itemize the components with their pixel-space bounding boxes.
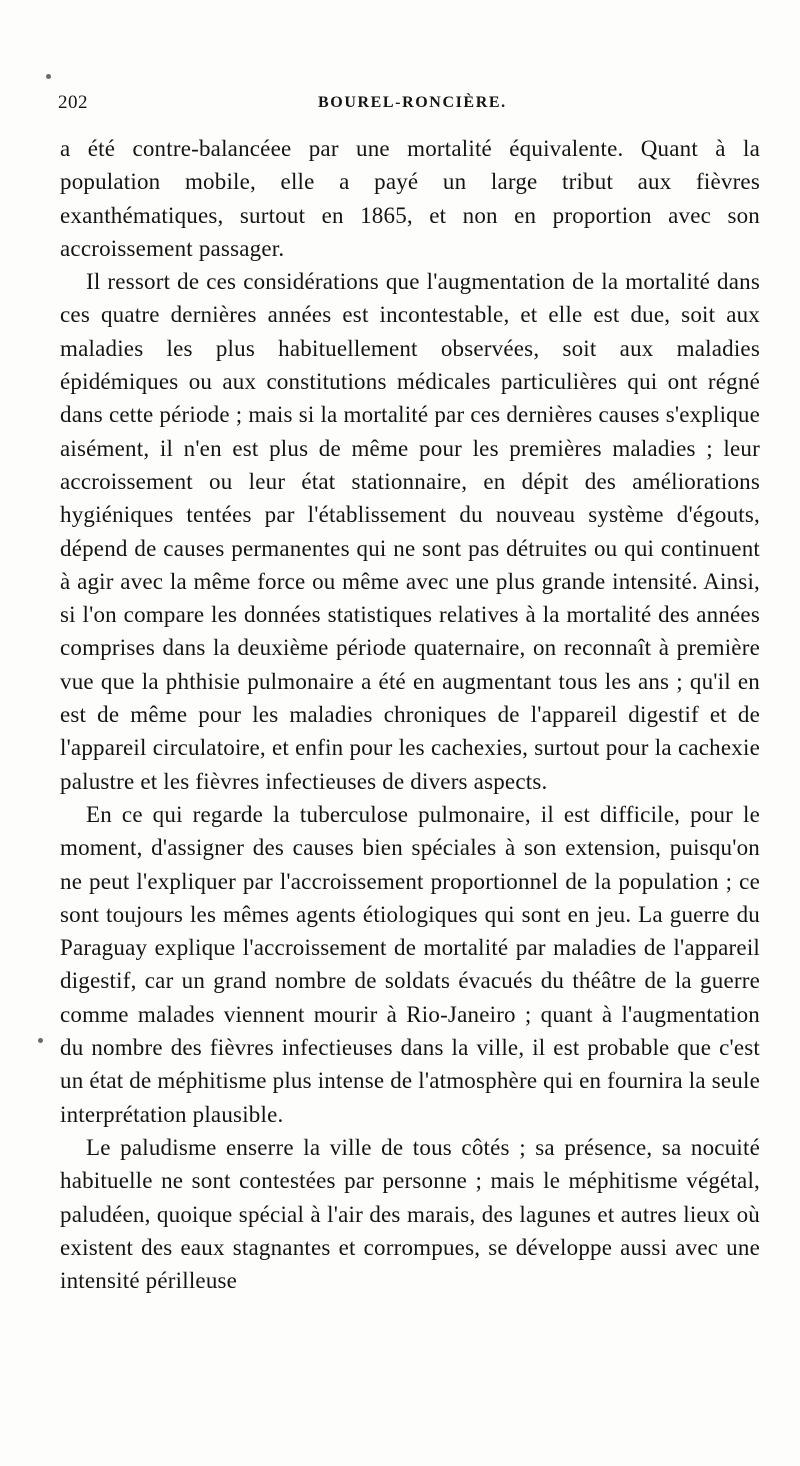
page-number: 202 (58, 92, 88, 113)
margin-dot-top (46, 74, 51, 79)
margin-dot-middle (38, 1038, 43, 1043)
body-text (60, 132, 760, 1297)
paragraph: Le paludisme enserre la ville de tous côtés ; sa présence, sa nocuité habituelle ne sont contestées par personne ; mais le méphitisme végétal, paludéen, quoique spécial à l'air des marais, des lagunes et autres lieux où existent des eaux stagnantes et corrompues, se développe aussi avec une intensité périlleuse (60, 1134, 760, 1294)
page-header (58, 92, 758, 122)
running-head: BOUREL-RONCIÈRE. (318, 94, 507, 111)
paragraph-continued: a été contre-balancéee par une mortalité équivalente. Quant à la population mobile, elle a payé un large tribut aux fièvres exanthématiques, surtout en 1865, et non en proportion avec son accroissement passager. (60, 136, 760, 261)
paragraph: Il ressort de ces considérations que l'augmentation de la mortalité dans ces quatre dernières années est incontestable, et elle est due, soit aux maladies les plus habituellement observées, soit aux maladies épidémiques ou aux constitutions médicales particulières qui ont régné dans cette période ; mais si la mortalité par ces dernières causes s'explique aisément, il n'en est plus de même pour les premières maladies ; leur accroissement ou leur état stationnaire, en dépit des améliorations hygiéniques tentées par l'établissement du nouveau système d'égouts, dépend de causes permanentes qui ne sont pas détruites ou qui continuent à agir avec la même force ou même avec une plus grande intensité. Ainsi, si l'on compare les données statistiques relatives à la mortalité des années comprises dans la deuxième période quaternaire, on reconnaît à première vue que la phthisie pulmonaire a été en augmentant tous les ans ; qu'il en est de même pour les maladies chroniques de l'appareil digestif et de l'appareil circulatoire, et enfin pour les cachexies, surtout pour la cachexie palustre et les fièvres infectieuses de divers aspects. (60, 269, 760, 794)
paragraph: En ce qui regarde la tuberculose pulmonaire, il est difficile, pour le moment, d'assigner des causes bien spéciales à son extension, puisqu'on ne peut l'expliquer par l'accroissement proportionnel de la population ; ce sont toujours les mêmes agents étiologiques qui sont en jeu. La guerre du Paraguay explique l'accroissement de mortalité par maladies de l'appareil digestif, car un grand nombre de soldats évacués du théâtre de la guerre comme malades viennent mourir à Rio-Janeiro ; quant à l'augmentation du nombre des fièvres infectieuses dans la ville, il est probable que c'est un état de méphitisme plus intense de l'atmosphère qui en fournira la seule interprétation plausible. (60, 801, 761, 1127)
